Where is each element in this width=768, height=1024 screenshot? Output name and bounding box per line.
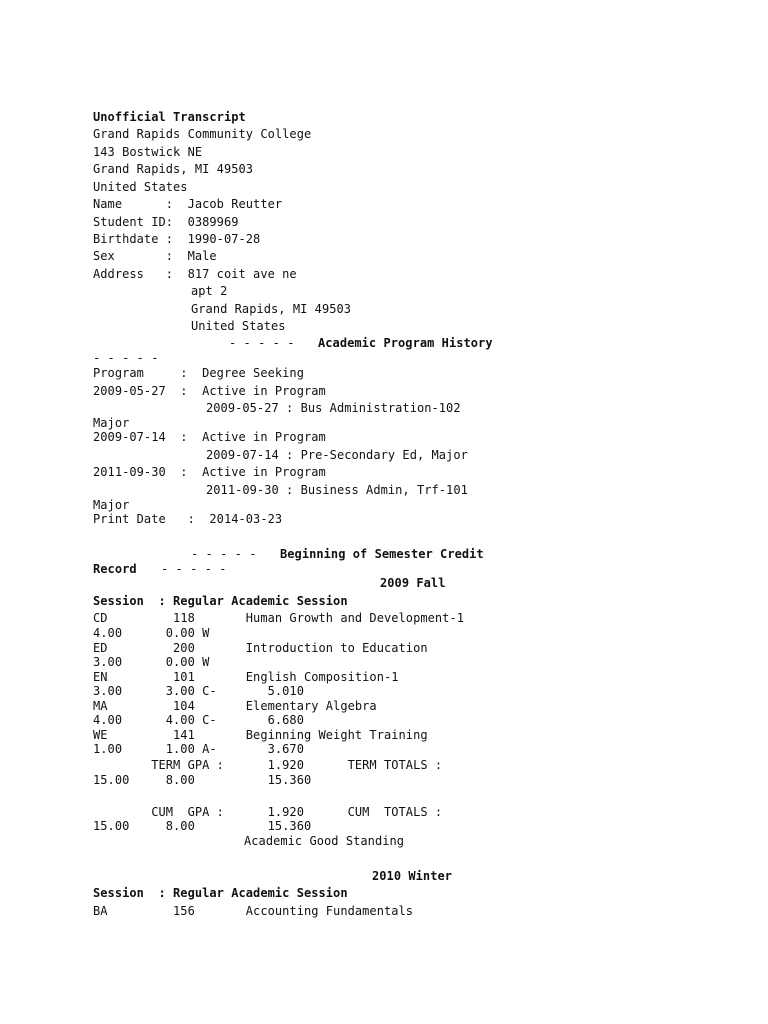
- semester-credit-record-dashes: - - - - -: [161, 562, 227, 576]
- program-entry-3-date: 2011-09-30 : Active in Program: [93, 465, 326, 479]
- program-entry-2-detail: 2009-07-14 : Pre-Secondary Ed, Major: [206, 448, 468, 462]
- student-sex: Sex : Male: [93, 249, 217, 263]
- session-label: Session : Regular Academic Session: [93, 594, 348, 608]
- print-date: Print Date : 2014-03-23: [93, 512, 283, 526]
- course-credit-row: 4.00 4.00 C- 6.680: [93, 713, 304, 727]
- cum-totals-line: 15.00 8.00 15.360: [93, 819, 312, 833]
- course-credit-row: 4.00 0.00 W: [93, 626, 210, 640]
- course-row: ED 200 Introduction to Education: [93, 641, 428, 655]
- course-row: EN 101 English Composition-1: [93, 670, 399, 684]
- student-id: Student ID: 0389969: [93, 215, 239, 229]
- program-entry-3-wrap: Major: [93, 498, 130, 512]
- student-birthdate: Birthdate : 1990-07-28: [93, 232, 261, 246]
- semester-credit-heading: Beginning of Semester Credit: [280, 547, 484, 561]
- program-entry-1-date: 2009-05-27 : Active in Program: [93, 384, 326, 398]
- student-name: Name : Jacob Reutter: [93, 197, 283, 211]
- term-heading: 2009 Fall: [380, 576, 446, 590]
- term-gpa-line: TERM GPA : 1.920 TERM TOTALS :: [93, 758, 443, 772]
- program-entry-3-detail: 2011-09-30 : Business Admin, Trf-101: [206, 483, 468, 497]
- college-country: United States: [93, 180, 188, 194]
- student-address-line-4: United States: [191, 319, 286, 333]
- program-entry-1-wrap: Major: [93, 416, 130, 430]
- college-name: Grand Rapids Community College: [93, 127, 312, 141]
- program-entry-2-date: 2009-07-14 : Active in Program: [93, 430, 326, 444]
- college-city: Grand Rapids, MI 49503: [93, 162, 254, 176]
- college-street: 143 Bostwick NE: [93, 145, 203, 159]
- course-row: MA 104 Elementary Algebra: [93, 699, 377, 713]
- session-label: Session : Regular Academic Session: [93, 886, 348, 900]
- program-line: Program : Degree Seeking: [93, 366, 304, 380]
- course-credit-row: 1.00 1.00 A- 3.670: [93, 742, 304, 756]
- course-credit-row: 3.00 3.00 C- 5.010: [93, 684, 304, 698]
- student-address-line-3: Grand Rapids, MI 49503: [191, 302, 352, 316]
- term-totals-line: 15.00 8.00 15.360: [93, 773, 312, 787]
- academic-standing: Academic Good Standing: [244, 834, 405, 848]
- transcript-title: Unofficial Transcript: [93, 110, 246, 124]
- term-heading: 2010 Winter: [372, 869, 453, 883]
- course-credit-row: 3.00 0.00 W: [93, 655, 210, 669]
- program-history-dashes-tail: - - - - -: [93, 351, 159, 365]
- program-entry-1-detail: 2009-05-27 : Bus Administration-102: [206, 401, 461, 415]
- semester-credit-record-label: Record: [93, 562, 137, 576]
- course-row: CD 118 Human Growth and Development-1: [93, 611, 465, 625]
- semester-credit-dashes: - - - - -: [191, 547, 257, 561]
- course-row: WE 141 Beginning Weight Training: [93, 728, 428, 742]
- course-row: BA 156 Accounting Fundamentals: [93, 904, 414, 918]
- program-history-heading: Academic Program History: [318, 336, 493, 350]
- cum-gpa-line: CUM GPA : 1.920 CUM TOTALS :: [93, 805, 443, 819]
- student-address-line-1: Address : 817 coit ave ne: [93, 267, 297, 281]
- student-address-line-2: apt 2: [191, 284, 228, 298]
- program-history-dashes: - - - - -: [229, 336, 295, 350]
